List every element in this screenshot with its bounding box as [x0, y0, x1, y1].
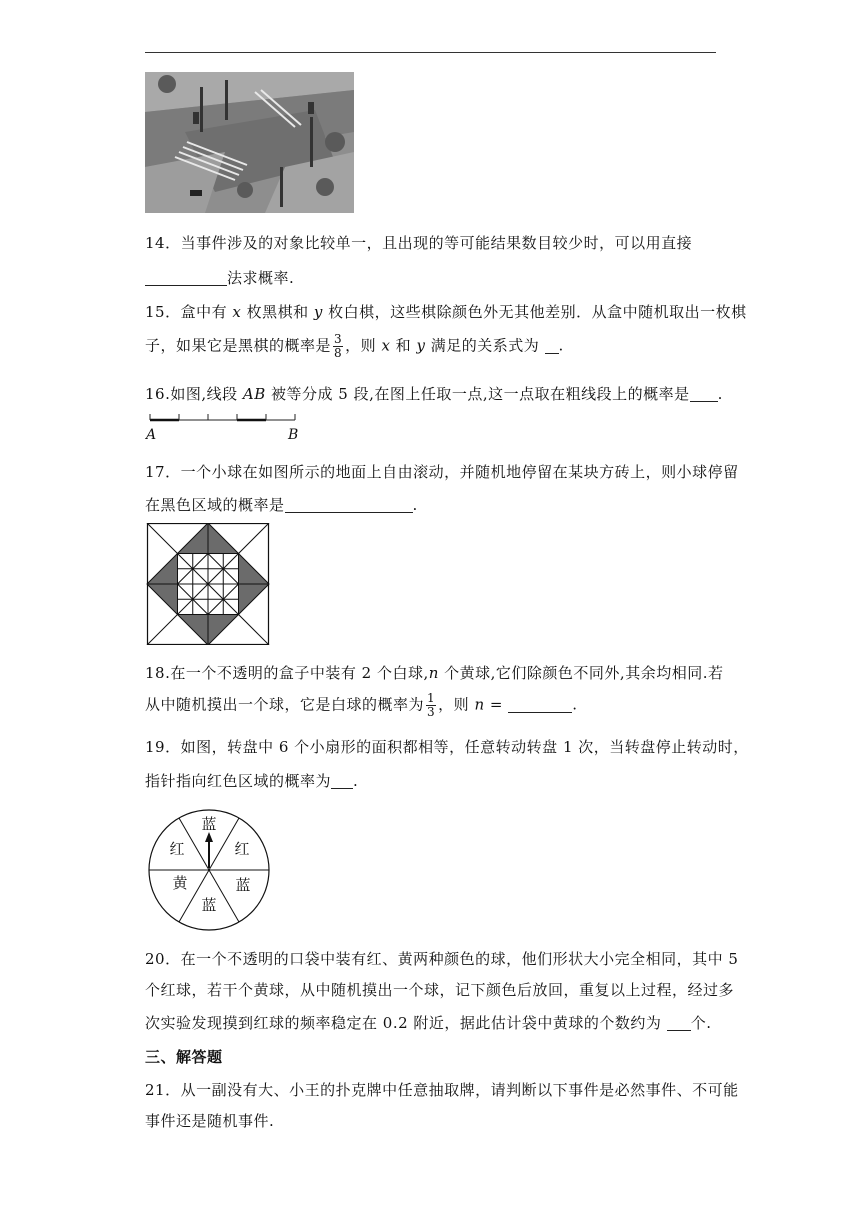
q20-line1: 20．在一个不透明的口袋中装有红、黄两种颜色的球，他们形状大小完全相同，其中 5: [145, 950, 739, 968]
sector-label: 蓝: [201, 816, 217, 833]
label-b: B: [288, 427, 299, 443]
spinner-figure: [147, 808, 271, 932]
sector-label: 蓝: [235, 877, 251, 894]
q16-line: 16.如图,线段 AB 被等分成 5 段,在图上任取一点,这一点取在粗线段上的概率是 .: [145, 385, 723, 403]
q17-line1: 17．一个小球在如图所示的地面上自由滚动，并随机地停留在某块方砖上，则小球停留: [145, 463, 739, 481]
answer-blank: [331, 772, 353, 789]
answer-blank: [145, 269, 227, 286]
q14-line1: 14．当事件涉及的对象比较单一，且出现的等可能结果数目较少时，可以用直接: [145, 234, 693, 252]
q21-line1: 21．从一副没有大、小王的扑克牌中任意抽取牌，请判断以下事件是必然事件、不可能: [145, 1081, 739, 1099]
fraction: $\frac{3}{8}$: [334, 332, 343, 360]
q15-line2: 子，如果它是黑棋的概率是 $\frac{3}{8}$ ，则 x 和 y 满足的关系式为 .: [145, 332, 564, 360]
sector-label: 蓝: [201, 897, 217, 914]
q20-line3: 次实验发现摸到红球的频率稳定在 0.2 附近，据此估计袋中黄球的个数约为 个.: [145, 1014, 712, 1032]
q14-line2: 法求概率.: [145, 267, 294, 288]
section-heading: 三、解答题: [145, 1048, 223, 1066]
tile-floor-figure: [146, 523, 270, 645]
fraction: $\frac{1}{3}$: [427, 691, 436, 719]
q18-line1: 18.在一个不透明的盒子中装有 2 个白球,n 个黄球,它们除颜色不同外,其余均相同.若: [145, 664, 724, 682]
q20-line2: 个红球，若干个黄球，从中随机摸出一个球，记下颜色后放回，重复以上过程，经过多: [145, 981, 735, 999]
q18-line2: 从中随机摸出一个球，它是白球的概率为 $\frac{1}{3}$ ，则 n = .: [145, 691, 578, 719]
segment-ab-figure: [145, 412, 305, 428]
answer-blank: [545, 337, 559, 354]
answer-blank: [508, 696, 572, 713]
answer-blank: [285, 496, 413, 513]
answer-blank: [667, 1014, 691, 1031]
header-rule: [145, 52, 716, 53]
intersection-photo: [145, 72, 354, 213]
sector-label: 红: [169, 841, 185, 858]
sector-label: 黄: [172, 875, 188, 892]
q19-line2: 指针指向红色区域的概率为 .: [145, 772, 359, 790]
q21-line2: 事件还是随机事件.: [145, 1112, 275, 1130]
label-a: A: [146, 427, 157, 443]
q17-line2: 在黑色区域的概率是 .: [145, 496, 418, 514]
answer-blank: [690, 385, 718, 402]
q19-line1: 19．如图，转盘中 6 个小扇形的面积都相等，任意转动转盘 1 次，当转盘停止转动时，: [145, 738, 749, 756]
sector-label: 红: [234, 841, 250, 858]
q15-line1: 15．盒中有 x 枚黑棋和 y 枚白棋，这些棋除颜色外无其他差别．从盒中随机取出一枚棋: [145, 303, 747, 321]
